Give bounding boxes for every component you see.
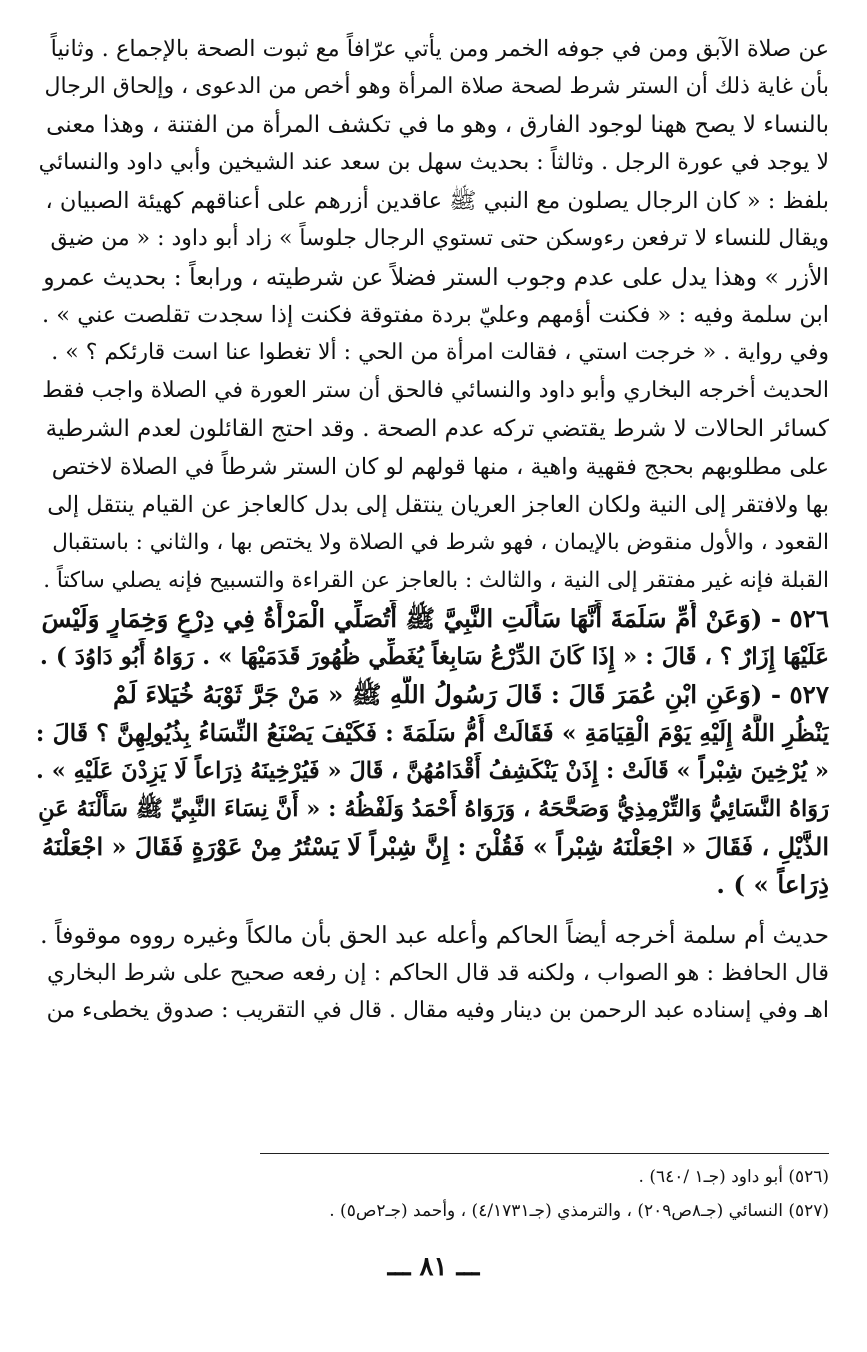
text-line: الأزر » وهذا يدل على عدم وجوب الستر فضلاً عن شرطيته ، ورابعاً : بحديث عمرو — [43, 263, 829, 291]
text-line: ويقال للنساء لا ترفعن رءوسكن حتى تستوي الرجال جلوساً » زاد أبو داود : « من ضيق — [50, 226, 829, 251]
commentary-line: حديث أم سلمة أخرجه أيضاً الحاكم وأعله عبد الحق بأن مالكاً وغيره رووه موقوفاً . — [40, 921, 829, 949]
text-line: عن صلاة الآبق ومن في جوفه الخمر ومن يأتي عرّافاً مع ثبوت الصحة بالإجماع . وثانياً — [50, 36, 829, 62]
text-line: على مطلوبهم بحجج فقهية واهية ، منها قولهم لو كان الستر شرطاً في الصلاة لاختص — [51, 454, 829, 480]
page-number: ـــ ٨١ ـــ — [387, 1252, 480, 1282]
hadith-line: يَنْظُرِ اللَّهُ إِلَيْهِ يَوْمَ الْقِيَامَةِ » فَقَالَتْ أُمُّ سَلَمَةَ : فَكَيْفَ يَصْنَعُ النِّسَاءُ بِذُيُولِهِنَّ ؟ قَالَ : — [36, 719, 829, 747]
text-line: كسائر الحالات لا شرط يقتضي تركه عدم الصحة . وقد احتج القائلون لعدم الشرطية — [45, 416, 829, 442]
text-line: الحديث أخرجه البخاري وأبو داود والنسائي فالحق أن ستر العورة في الصلاة واجب فقط — [42, 378, 829, 403]
hadith-line: الذَّيْلِ ، فَقَالَ « اجْعَلْنَهُ شِبْراً » فَقُلْنَ : إِنَّ شِبْراً لَا يَسْتُرُ مِنْ عَوْرَةٍ فَقَالَ « اجْعَلْنَهُ — [42, 832, 829, 861]
text-line: ابن سلمة وفيه : « فكنت أؤمهم وعليّ بردة مفتوقة فكنت إذا سجدت تقلصت عني » . — [41, 302, 829, 328]
text-line: بها ولافتقر إلى النية ولكان العاجز العريان ينتقل إلى بدل كالعاجز عن القيام ينتقل إلى — [47, 492, 829, 518]
hadith-line: ٥٢٧ - (وَعَنِ ابْنِ عُمَرَ قَالَ : قَالَ رَسُولُ اللَّهِ ﷺ « مَنْ جَرَّ ثَوْبَهُ خُيَلاءَ لَمْ — [113, 680, 829, 709]
hadith-line: رَوَاهُ النَّسَائِيُّ وَالتِّرْمِذِيُّ وَصَحَّحَهُ ، وَرَوَاهُ أَحْمَدُ وَلَفْظُهُ : « أَنَّ نِسَاءَ النَّبِيِّ ﷺ سَأَلْنَهُ عَنِ — [38, 796, 829, 822]
text-line: بلفظ : « كان الرجال يصلون مع النبي ﷺ عاقدين أزرهم على أعناقهم كهيئة الصبيان ، — [45, 188, 829, 214]
footnote-divider — [260, 1153, 829, 1154]
text-line: وفي رواية . « خرجت استي ، فقالت امرأة من الحي : ألا تغطوا عنا است قارئكم ؟ » . — [51, 340, 829, 365]
hadith-line: عَلَيْهَا إِزَارٌ ؟ ، قَالَ : « إِذَا كَانَ الدِّرْعُ سَابِغاً يُغَطِّي ظُهُورَ قَدَمَيْهَا » . رَوَاهُ أَبُو دَاوُدَ ) . — [39, 643, 829, 670]
main-text — [36, 30, 829, 1030]
commentary-line: اهـ وفي إسناده عبد الرحمن بن دينار وفيه مقال . قال في التقريب : صدوق يخطىء من — [46, 998, 829, 1023]
commentary-line: قال الحافظ : هو الصواب ، ولكنه قد قال الحاكم : إن رفعه صحيح على شرط البخاري — [47, 960, 829, 986]
text-line: لا يوجد في عورة الرجل . وثالثاً : بحديث سهل بن سعد عند الشيخين وأبي داود والنسائي — [38, 150, 829, 175]
hadith-line: ٥٢٦ - (وَعَنْ أُمِّ سَلَمَةَ أَنَّهَا سَأَلَتِ النَّبِيَّ ﷺ أَتُصَلِّي الْمَرْأَةُ فِي دِرْعٍ وَخِمَارٍ وَلَيْسَ — [41, 604, 829, 633]
hadith-line: ذِرَاعاً » ) . — [716, 870, 829, 899]
footnote: (٥٢٦) أبو داود (جـ١ /٦٤٠) . — [638, 1167, 829, 1187]
hadith-line: « يُرْخِينَ شِبْراً » قَالَتْ : إِذَنْ يَنْكَشِفُ أَقْدَامُهُنَّ ، قَالَ « فَيُرْخِينَهُ ذِرَاعاً لَا يَزِدْنَ عَلَيْهِ » . — [36, 758, 829, 784]
text-line: بالنساء لا يصح ههنا لوجود الفارق ، وهو ما في تكشف المرأة من الفتنة ، وهذا معنى — [46, 112, 829, 138]
text-line: بأن غاية ذلك أن الستر شرط لصحة صلاة المرأة وهو أخص من الدعوى ، وإلحاق الرجال — [44, 74, 829, 99]
footnote: (٥٢٧) النسائي (جـ٨ص٢٠٩) ، والترمذي (جـ٤/١٧٣١) ، وأحمد (جـ٢ص٥) . — [329, 1201, 829, 1221]
text-line: القبلة فإنه غير مفتقر إلى النية ، والثالث : بالعاجز عن القراءة والتسبيح فإنه يصلي ساكتاً . — [43, 568, 829, 593]
footnotes — [36, 1160, 829, 1228]
text-line: القعود ، والأول منقوض بالإيمان ، فهو شرط في الصلاة ولا يختص بها ، والثاني : باستقبال — [52, 530, 829, 555]
